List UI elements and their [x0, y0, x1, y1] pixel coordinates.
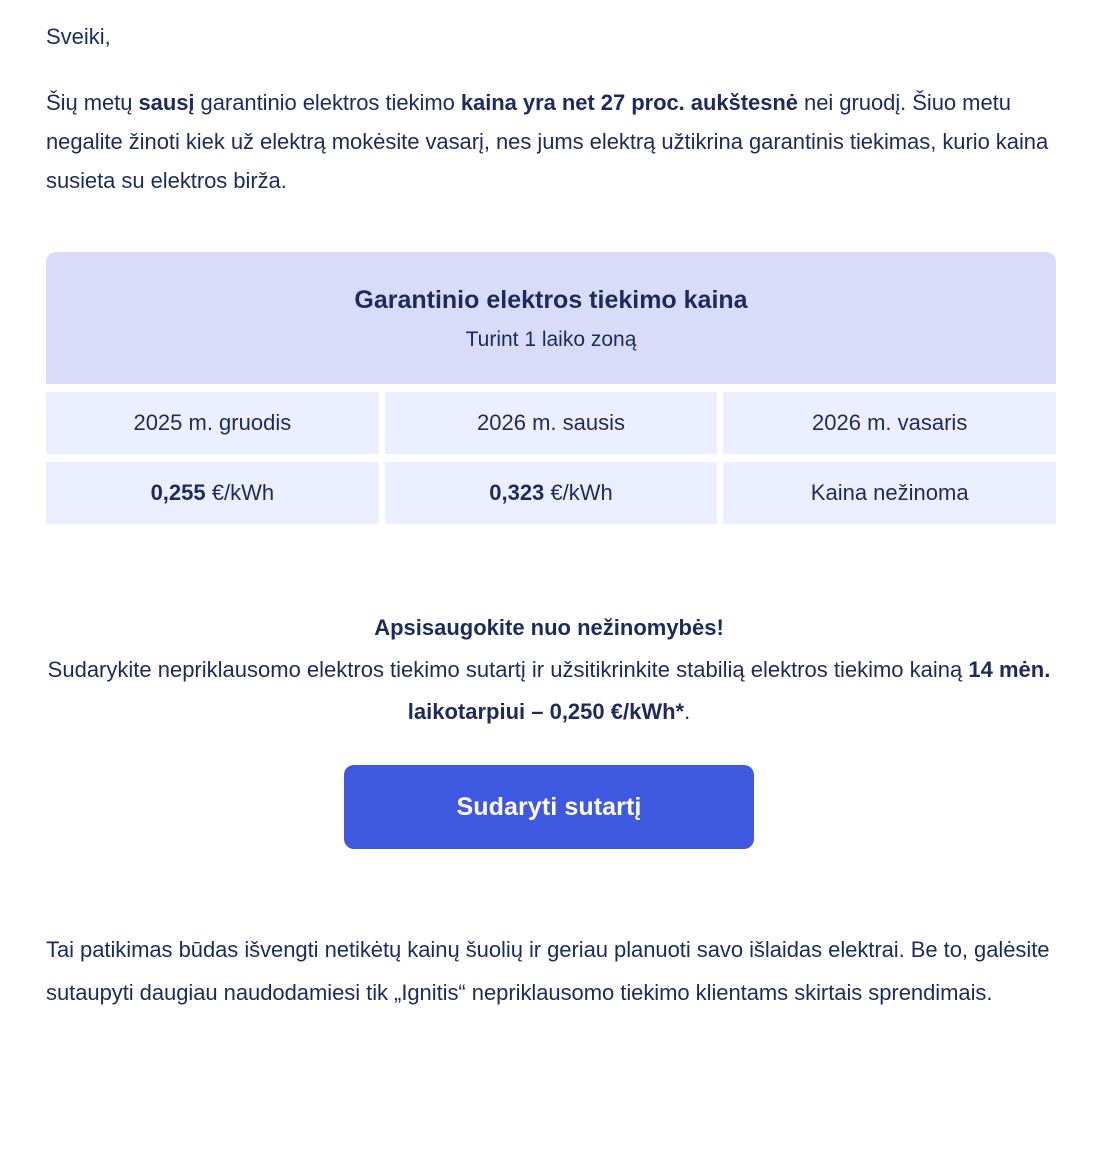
price-unit: €/kWh	[205, 480, 275, 505]
table-cell-month: 2026 m. vasaris	[723, 392, 1056, 454]
price-card	[46, 252, 1056, 524]
price-card-header	[46, 252, 1056, 384]
table-cell-price-unknown: Kaina nežinoma	[723, 462, 1056, 524]
price-table-value-row	[46, 462, 1056, 524]
table-cell-month: 2025 m. gruodis	[46, 392, 379, 454]
price-table-month-row	[46, 392, 1056, 454]
promo-heading: Apsisaugokite nuo nežinomybės!	[374, 615, 724, 640]
greeting-text: Sveiki,	[46, 24, 111, 49]
cta-container	[46, 733, 1052, 849]
price-card-title: Garantinio elektros tiekimo kaina	[354, 286, 748, 314]
table-cell-price	[46, 462, 379, 524]
intro-bold-price-increase: kaina yra net 27 proc. aukštesnė	[460, 90, 798, 115]
table-cell-month: 2026 m. sausis	[385, 392, 718, 454]
promo-paragraph	[46, 524, 1052, 733]
price-card-subtitle: Turint 1 laiko zoną	[465, 328, 637, 351]
promo-body-part-1: Sudarykite nepriklausomo elektros tiekimo sutartį ir užsitikrinkite stabilią elektros tiekimo kainą	[47, 657, 969, 682]
intro-part-3: nei gruodį. Šiuo metu negalite žinoti kiek už elektrą mokėsite vasarį, nes jums elektrą užtikrina garantinis tiekimas, kurio kaina susieta su elektros birža.	[46, 90, 1049, 193]
price-table	[46, 392, 1056, 524]
table-cell-price	[385, 462, 718, 524]
intro-part-1: Šių metų	[46, 90, 139, 115]
intro-part-2: garantinio elektros tiekimo	[194, 90, 461, 115]
intro-bold-month: sausį	[138, 90, 195, 115]
sudaryti-sutarti-button[interactable]: Sudaryti sutartį	[344, 765, 754, 849]
promo-body-part-2: .	[684, 699, 691, 724]
outro-paragraph: Tai patikimas būdas išvengti netikėtų kainų šuolių ir geriau planuoti savo išlaidas elektrai. Be to, galėsite sutaupyti daugiau naudodamiesi tik „Ignitis“ nepriklausomo tiekimo klientams skirtais sprendimais.	[46, 937, 1050, 1005]
intro-paragraph	[46, 52, 1052, 200]
price-amount: 0,255	[150, 480, 206, 505]
price-amount: 0,323	[489, 480, 545, 505]
promo-body-bold-offer: 14 mėn. laikotarpiui – 0,250 €/kWh*	[407, 657, 1051, 724]
price-unit: €/kWh	[544, 480, 613, 505]
